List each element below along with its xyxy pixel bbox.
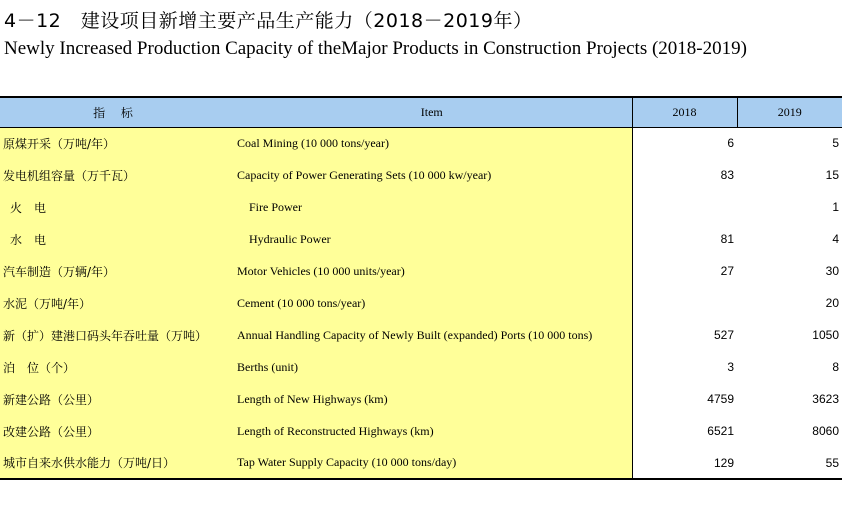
item-en-cell: Berths (unit) xyxy=(232,351,632,383)
value-2019-cell: 8 xyxy=(832,360,839,374)
indicator-cn-cell: 发电机组容量（万千瓦） xyxy=(0,159,232,191)
value-2019-cell: 3623 xyxy=(812,392,839,406)
value-2019-cell: 5 xyxy=(832,136,839,151)
value-2019-cell: 55 xyxy=(737,447,842,479)
value-2018-cell: 83 xyxy=(632,159,737,191)
table-row xyxy=(0,127,842,159)
value-2019-cell: 1050 xyxy=(812,328,839,342)
table-title-english: Newly Increased Production Capacity of theMajor Products in Construction Projects (2018-2019) xyxy=(4,38,747,59)
table-row xyxy=(0,351,842,383)
value-2019-cell: 1 xyxy=(832,200,839,214)
table-row xyxy=(0,319,842,351)
indicator-cn-cell: 城市自来水供水能力（万吨/日） xyxy=(0,447,232,479)
value-2019-cell: 8060 xyxy=(812,424,839,438)
item-en-cell: Hydraulic Power xyxy=(232,223,632,255)
value-2018-cell: 4759 xyxy=(632,383,737,415)
table-row xyxy=(0,383,842,415)
value-2019-cell: 20 xyxy=(825,296,839,310)
indicator-cn-cell: 汽车制造（万辆/年） xyxy=(0,255,232,287)
table-row xyxy=(0,415,842,447)
indicator-cn-cell: 新（扩）建港口码头年吞吐量（万吨） xyxy=(0,319,232,351)
table-row xyxy=(0,223,842,255)
table-body xyxy=(0,127,842,479)
header-indicator: 指 标 xyxy=(0,97,232,127)
value-2018-cell: 6521 xyxy=(632,415,737,447)
item-en-cell: Length of New Highways (km) xyxy=(232,383,632,415)
table-row xyxy=(0,447,842,479)
capacity-table xyxy=(0,96,842,480)
table-row xyxy=(0,191,842,223)
value-2019-cell: 4 xyxy=(832,232,839,246)
value-2018-cell: 129 xyxy=(632,447,737,479)
item-en-cell: Cement (10 000 tons/year) xyxy=(232,287,632,319)
value-2018-cell: 527 xyxy=(632,319,737,351)
header-2018: 2018 xyxy=(632,97,737,127)
item-en-cell: Annual Handling Capacity of Newly Built (expanded) Ports (10 000 tons) xyxy=(232,319,632,351)
indicator-cn-cell: 水 电 xyxy=(0,223,232,255)
table-row xyxy=(0,255,842,287)
value-2018-cell: 27 xyxy=(632,255,737,287)
indicator-cn-cell: 泊 位（个） xyxy=(0,351,232,383)
header-row xyxy=(0,97,842,127)
value-2018-cell xyxy=(632,191,737,223)
value-2019-cell: 30 xyxy=(825,264,839,278)
item-en-cell: Coal Mining (10 000 tons/year) xyxy=(232,127,632,159)
item-en-cell: Fire Power xyxy=(232,191,632,223)
table-row xyxy=(0,159,842,191)
header-item: Item xyxy=(232,97,632,127)
indicator-cn-cell: 新建公路（公里） xyxy=(0,383,232,415)
header-2019: 2019 xyxy=(737,97,842,127)
table-row xyxy=(0,287,842,319)
table-title-chinese: 4－12 建设项目新增主要产品生产能力（2018－2019年） xyxy=(4,10,533,32)
value-2018-cell: 3 xyxy=(632,351,737,383)
value-2018-cell: 6 xyxy=(632,127,737,159)
value-2018-cell xyxy=(632,287,737,319)
indicator-cn-cell: 原煤开采（万吨/年） xyxy=(0,127,232,159)
value-2018-cell: 81 xyxy=(632,223,737,255)
item-en-cell: Motor Vehicles (10 000 units/year) xyxy=(232,255,632,287)
item-en-cell: Tap Water Supply Capacity (10 000 tons/day) xyxy=(232,447,632,479)
item-en-cell: Capacity of Power Generating Sets (10 000 kw/year) xyxy=(232,159,632,191)
value-2019-cell: 15 xyxy=(825,168,839,182)
indicator-cn-cell: 改建公路（公里） xyxy=(0,415,232,447)
indicator-cn-cell: 火 电 xyxy=(0,191,232,223)
item-en-cell: Length of Reconstructed Highways (km) xyxy=(232,415,632,447)
indicator-cn-cell: 水泥（万吨/年） xyxy=(0,287,232,319)
